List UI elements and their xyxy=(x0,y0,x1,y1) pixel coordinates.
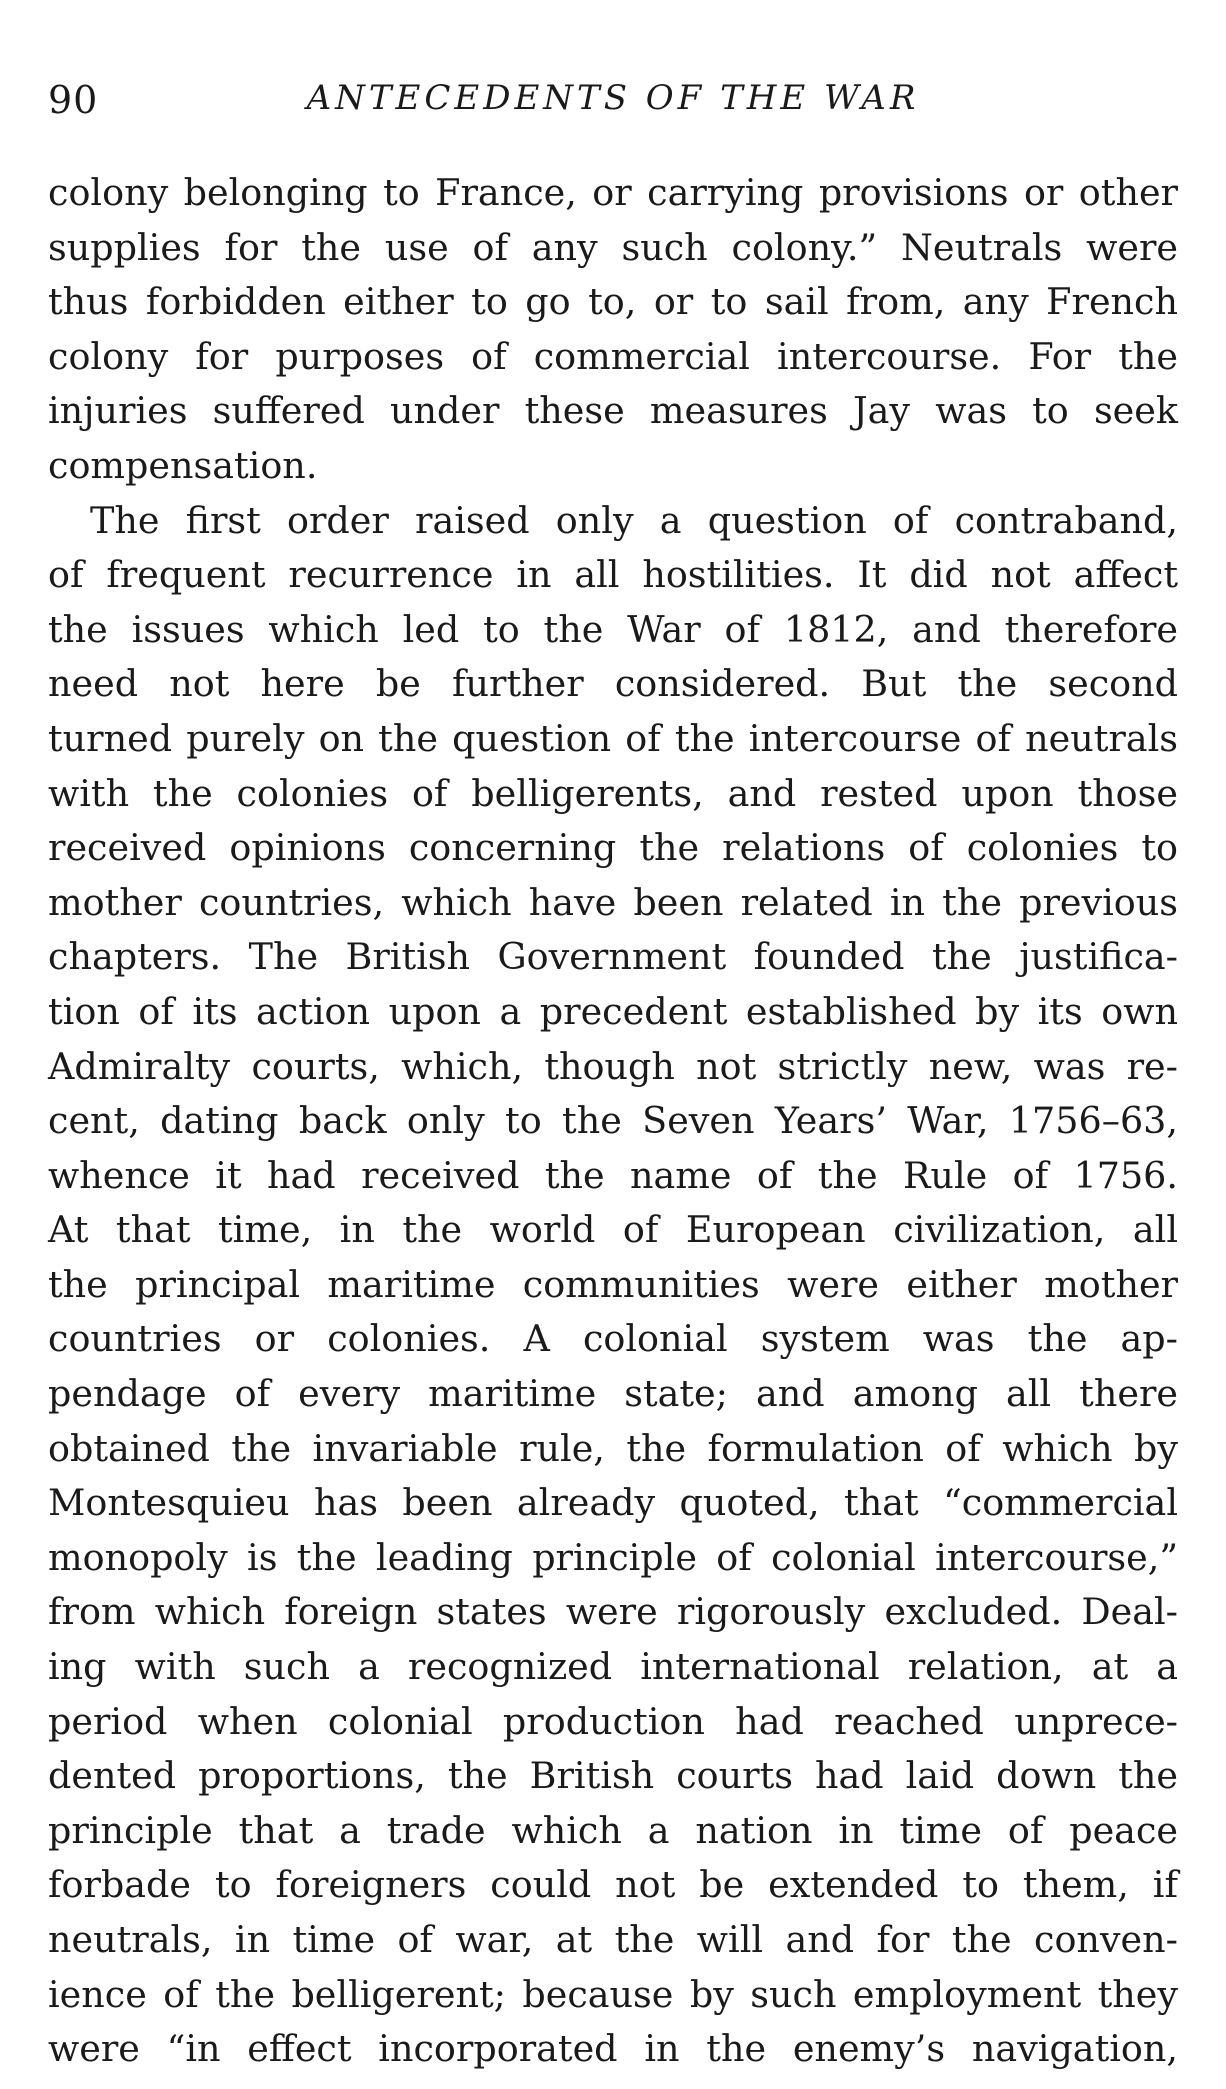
text-line: countries or colonies. A colonial system was the ap- xyxy=(48,1317,1178,1361)
text-line: colony for purposes of commercial intercourse. For the xyxy=(48,334,1178,378)
text-line: ience of the belligerent; because by such employment they xyxy=(48,1972,1178,2016)
text-line: Montesquieu has been already quoted, that “commercial xyxy=(48,1481,1178,1525)
text-line: cent, dating back only to the Seven Years’ War, 1756–63, xyxy=(48,1099,1178,1143)
text-line: dented proportions, the British courts had laid down the xyxy=(48,1754,1178,1798)
text-line: of frequent recurrence in all hostilities. It did not affect xyxy=(48,553,1178,597)
text-line: thus forbidden either to go to, or to sail from, any French xyxy=(48,280,1178,324)
text-line: turned purely on the question of the intercourse of neutrals xyxy=(48,716,1178,760)
text-line: whence it had received the name of the Rule of 1756. xyxy=(48,1153,1178,1197)
text-line: forbade to foreigners could not be extended to them, if xyxy=(48,1863,1178,1907)
text-line: ing with such a recognized international relation, at a xyxy=(48,1645,1178,1689)
page-number: 90 xyxy=(48,78,99,122)
text-line: neutrals, in time of war, at the will and for the conven- xyxy=(48,1918,1178,1961)
text-line: The first order raised only a question of contraband, xyxy=(90,498,1178,542)
text-line: compensation. xyxy=(48,443,318,487)
body-text xyxy=(48,166,1178,2077)
text-line: chapters. The British Government founded the justifica- xyxy=(48,935,1178,979)
text-line: At that time, in the world of European civilization, all xyxy=(48,1208,1178,1252)
text-line: from which foreign states were rigorously excluded. Deal- xyxy=(48,1590,1178,1634)
text-line: supplies for the use of any such colony.” Neutrals were xyxy=(48,225,1178,269)
text-line: principle that a trade which a nation in time of peace xyxy=(48,1808,1178,1852)
page-header xyxy=(48,78,1178,130)
text-line: Admiralty courts, which, though not strictly new, was re- xyxy=(48,1044,1178,1088)
text-line: the issues which led to the War of 1812, and therefore xyxy=(48,607,1178,651)
text-line: period when colonial production had reached unprece- xyxy=(48,1699,1178,1743)
text-line: pendage of every maritime state; and among all there xyxy=(48,1372,1178,1416)
text-line: need not here be further considered. But the second xyxy=(48,662,1178,706)
text-line: colony belonging to France, or carrying provisions or other xyxy=(48,171,1178,214)
text-line: received opinions concerning the relations of colonies to xyxy=(48,826,1178,870)
text-line: with the colonies of belligerents, and rested upon those xyxy=(48,771,1178,815)
running-title: ANTECEDENTS OF THE WAR xyxy=(306,78,920,118)
text-line: monopoly is the leading principle of colonial intercourse,” xyxy=(48,1535,1178,1579)
text-line: were “in effect incorporated in the enemy’s navigation, xyxy=(48,2027,1178,2071)
text-line: tion of its action upon a precedent established by its own xyxy=(48,989,1178,1033)
text-line: obtained the invariable rule, the formulation of which by xyxy=(48,1426,1178,1470)
text-line: the principal maritime communities were either mother xyxy=(48,1262,1178,1306)
text-line: injuries suffered under these measures Jay was to seek xyxy=(48,389,1178,433)
text-line: mother countries, which have been related in the previous xyxy=(48,880,1178,924)
